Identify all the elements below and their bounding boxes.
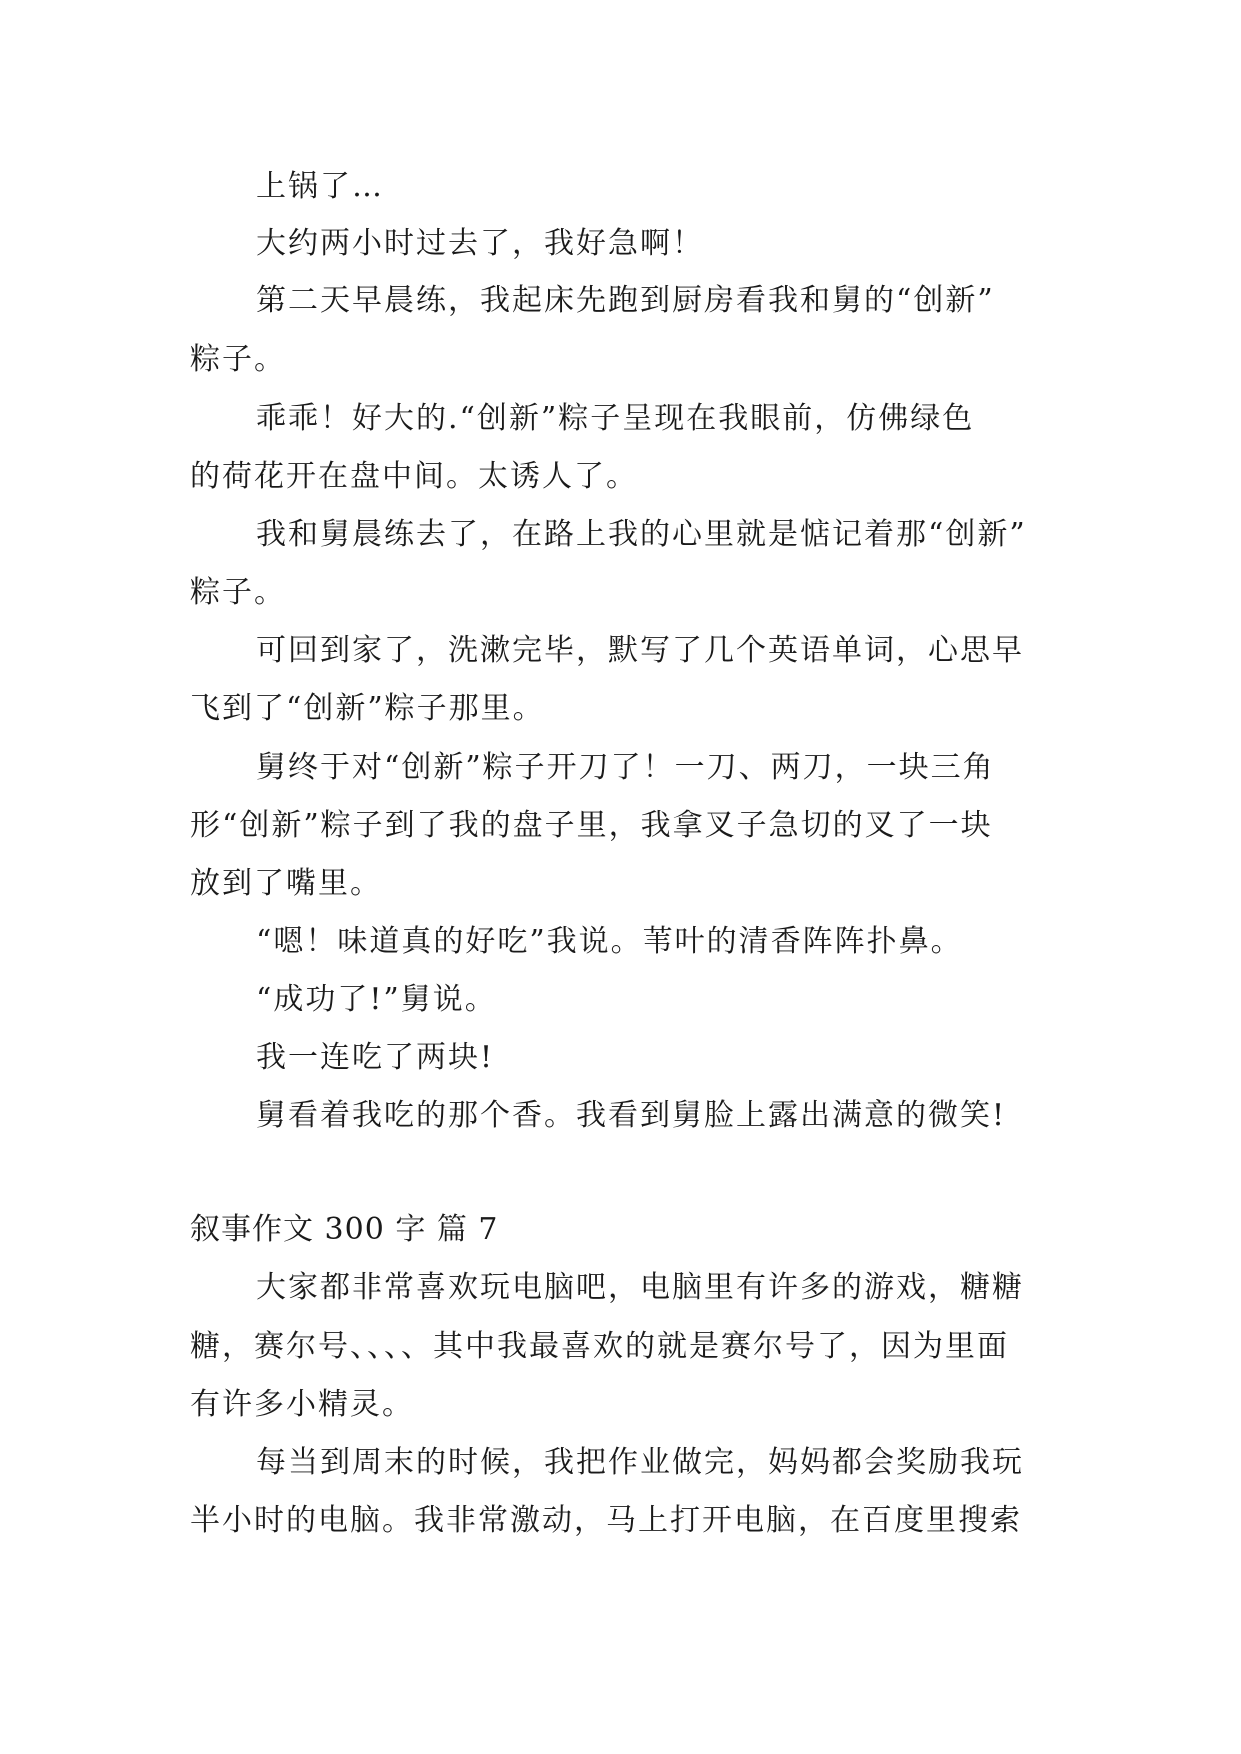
text-line: 有许多小精灵。: [190, 1387, 414, 1422]
text-line: 半小时的电脑。我非常激动，马上打开电脑，在百度里搜索: [190, 1503, 1022, 1538]
text-line: 乖乖！好大的.“创新”粽子呈现在我眼前，仿佛绿色: [256, 401, 975, 436]
text-line: “嗯！味道真的好吃”我说。苇叶的清香阵阵扑鼻。: [256, 924, 963, 959]
text-line: 飞到了“创新”粽子那里。: [190, 691, 545, 726]
text-line: 糖，赛尔号、、、、其中我最喜欢的就是赛尔号了，因为里面: [190, 1329, 1009, 1364]
text-line: 粽子。: [190, 342, 286, 377]
text-line: 每当到周末的时候，我把作业做完，妈妈都会奖励我玩: [256, 1445, 1024, 1480]
text-line: 粽子。: [190, 575, 286, 610]
text-line: 大约两小时过去了，我好急啊！: [256, 226, 704, 261]
text-line: 上锅了…: [256, 169, 384, 204]
text-line: 我和舅晨练去了，在路上我的心里就是惦记着那“创新”: [256, 517, 1027, 552]
text-line: 形“创新”粽子到了我的盘子里，我拿叉子急切的叉了一块: [190, 808, 993, 843]
text-line: 我一连吃了两块!: [256, 1040, 495, 1075]
text-line: 舅看着我吃的那个香。我看到舅脸上露出满意的微笑!: [256, 1098, 1007, 1133]
text-line: 舅终于对“创新”粽子开刀了！一刀、两刀，一块三角: [256, 750, 995, 785]
text-line: “成功了!”舅说。: [256, 982, 497, 1017]
text-line: 可回到家了，洗漱完毕，默写了几个英语单词，心思早: [256, 633, 1024, 668]
text-line: 放到了嘴里。: [190, 866, 382, 901]
text-line: 的荷花开在盘中间。太诱人了。: [190, 459, 638, 494]
text-line: 大家都非常喜欢玩电脑吧，电脑里有许多的游戏，糖糖: [256, 1270, 1024, 1305]
section-heading: 叙事作文 300 字 篇 7: [190, 1212, 499, 1247]
text-line: 第二天早晨练，我起床先跑到厨房看我和舅的“创新”: [256, 283, 995, 318]
